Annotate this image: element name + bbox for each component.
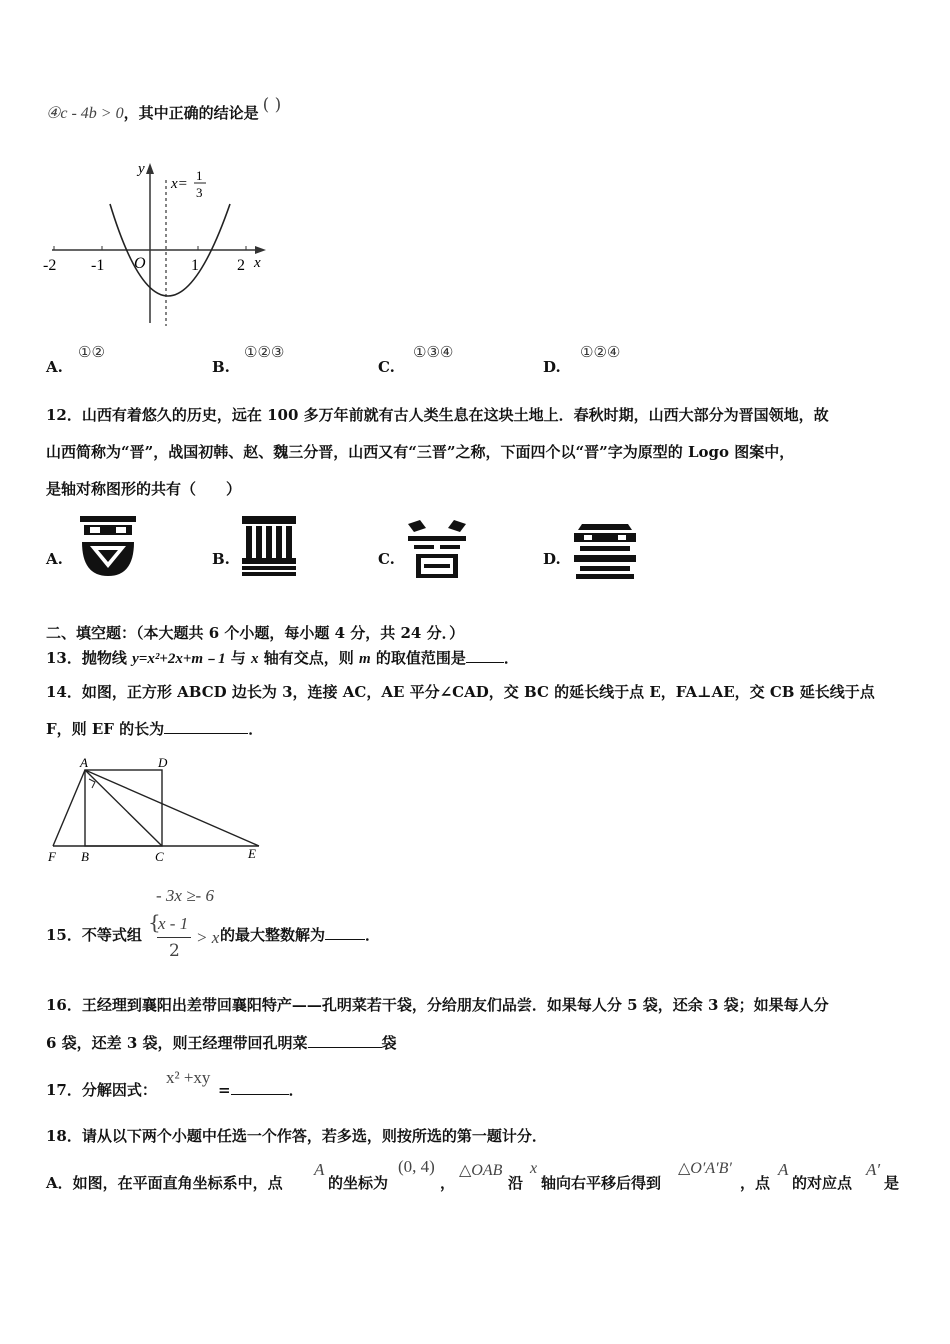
q18-a-triangle-prime: △O′A′B′ <box>678 1160 732 1177</box>
q15-rhs: > x <box>196 928 220 947</box>
q16-answer-blank[interactable] <box>308 1033 382 1048</box>
q16-line-2-prefix: 6 袋，还差 3 袋，则王经理带回孔明菜 <box>46 1034 308 1052</box>
q11-item4-suffix: ，其中正确的结论是 <box>123 104 259 122</box>
q18-a-move: 轴向右平移后得到 <box>541 1174 662 1192</box>
q16-line-2-end: 袋 <box>381 1034 397 1052</box>
q15-brace: { <box>148 910 161 934</box>
q18-a-triangle: △OAB <box>459 1162 503 1179</box>
q18-a-along: 沿 <box>508 1174 524 1192</box>
q18-a-comma: ， <box>440 1174 456 1192</box>
q11-option-d-value: ①②④ <box>580 343 621 361</box>
q16-line-1: 16．王经理到襄阳出差带回襄阳特产——孔明菜若干袋，分给朋友们品尝．如果每人分 5 袋，还余 3 袋；如果每人分 <box>46 996 829 1014</box>
q11-parabola-graph <box>40 158 275 328</box>
q11-option-b-value: ①②③ <box>244 343 285 361</box>
point-b-label: B <box>81 849 89 864</box>
q18-a-coord: (0, 4) <box>398 1157 435 1176</box>
q15-fraction-bar <box>157 937 191 938</box>
tick-label-neg2: -2 <box>43 257 57 274</box>
q14-line-2-end: ． <box>248 720 264 738</box>
q12-line-2: 山西简称为“晋”，战国初韩、赵、魏三分晋，山西又有“三晋”之称，下面四个以“晋”字为原型的 Logo 图案中， <box>46 443 795 461</box>
q12-option-b-letter: B. <box>212 550 230 568</box>
q14-square-figure <box>42 754 267 866</box>
q18-a-prefix: A．如图，在平面直角坐标系中，点 <box>46 1174 283 1192</box>
q11-option-d-letter: D. <box>543 358 561 376</box>
q13-answer-blank[interactable] <box>466 648 504 663</box>
q12-line-3: 是轴对称图形的共有（ ） <box>46 480 242 498</box>
point-f-label: F <box>48 849 56 864</box>
section2-header: 二、填空题：（本大题共 6 个小题，每小题 4 分，共 24 分．） <box>46 624 465 642</box>
q11-option-b-letter: B. <box>212 358 230 376</box>
segment-af <box>53 770 85 846</box>
q14-line-2-prefix: F，则 EF 的长为 <box>46 720 165 738</box>
point-d-label: D <box>158 755 168 770</box>
q18-a-point-a: A <box>314 1160 325 1179</box>
q15-answer-blank[interactable] <box>325 925 365 940</box>
q11-option-c-value: ①③④ <box>413 343 454 361</box>
q12-line-1: 12．山西有着悠久的历史，远在 100 多万年前就有古人类生息在这块土地上．春秋时期，山西大部分为晋国领地，故 <box>46 406 829 424</box>
segment-ae <box>85 770 259 846</box>
tick-label-1: 1 <box>191 257 199 274</box>
q15-fraction-numerator: x - 1 <box>158 914 189 933</box>
q17-end: ． <box>288 1081 304 1099</box>
q13-line <box>46 647 906 668</box>
q12-logo-a-icon <box>76 512 140 580</box>
q11-option-a-letter: A. <box>46 358 63 376</box>
tick-label-neg1: -1 <box>91 257 105 274</box>
q11-item4 <box>46 95 282 123</box>
point-c-label: C <box>155 849 164 864</box>
q15-top-inequality: - 3x ≥- 6 <box>156 886 214 905</box>
q15-end: ． <box>365 926 381 944</box>
q18-a-coord-text: 的坐标为 <box>328 1174 389 1192</box>
right-angle-mark <box>89 779 95 788</box>
q13-expression: y=x²+2x+m﹣1 <box>132 651 226 667</box>
q18-a-end: 是 <box>884 1174 900 1192</box>
q18-a-point-a3: A′ <box>866 1160 881 1179</box>
segment-ac <box>85 770 162 846</box>
vertex-fraction-num: 1 <box>196 168 203 183</box>
q15-suffix-line <box>220 924 380 945</box>
q15-prefix: 15．不等式组 <box>46 926 142 944</box>
q13-mid: 与 <box>225 649 252 667</box>
q14-line-2 <box>46 718 906 739</box>
q18-line-1: 18．请从以下两个小题中任选一个作答，若多选，则按所选的第一题计分． <box>46 1127 547 1145</box>
q12-option-d-letter: D. <box>543 550 561 568</box>
vertex-fraction-den: 3 <box>196 185 203 200</box>
q12-option-a-letter: A. <box>46 550 63 568</box>
point-a-label: A <box>80 755 88 770</box>
y-axis-label: y <box>138 161 145 177</box>
q18-a-corresponding: 的对应点 <box>792 1174 853 1192</box>
q13-var: m <box>358 651 371 667</box>
q15-suffix: 的最大整数解为 <box>220 926 326 944</box>
q13-prefix: 13．抛物线 <box>46 649 133 667</box>
q13-suffix: 的取值范围是 <box>370 649 466 667</box>
tick-label-2: 2 <box>237 257 245 274</box>
q17-expression: x² +xy <box>166 1068 211 1087</box>
y-axis-arrow <box>146 163 154 174</box>
q14-answer-blank[interactable] <box>164 719 248 734</box>
q18-a-point-text: ，点 <box>740 1174 771 1192</box>
q17-prefix: 17．分解因式： <box>46 1081 157 1099</box>
q15-fraction-denominator: 2 <box>169 941 180 961</box>
q17-answer-line <box>218 1079 304 1100</box>
q12-logo-c-icon <box>404 518 470 580</box>
point-e-label: E <box>248 846 256 861</box>
q11-answer-paren: ( ) <box>262 95 282 115</box>
q16-line-2 <box>46 1032 906 1053</box>
q11-option-a-value: ①② <box>78 343 105 361</box>
q13-axis: x <box>251 651 259 667</box>
q13-mid2: 轴有交点，则 <box>258 649 359 667</box>
x-axis-arrow <box>255 246 266 254</box>
origin-label: O <box>134 255 146 272</box>
q12-logo-d-icon <box>572 522 638 580</box>
q17-equals: = <box>218 1081 231 1099</box>
q12-option-c-letter: C. <box>378 550 395 568</box>
q12-logo-b-icon <box>240 514 298 580</box>
q18-a-point-a2: A <box>778 1160 789 1179</box>
q18-a-axis: x <box>530 1160 538 1177</box>
q13-end: ． <box>503 649 519 667</box>
q11-item4-math: ④c - 4b > 0 <box>46 105 124 122</box>
q17-answer-blank[interactable] <box>231 1080 289 1095</box>
q14-line-1: 14．如图，正方形 ABCD 边长为 3，连接 AC，AE 平分∠CAD，交 BC 的延长线于点 E，FA⊥AE，交 CB 延长线于点 <box>46 683 875 701</box>
q11-option-c-letter: C. <box>378 358 395 376</box>
vertex-label: x= <box>171 176 188 192</box>
x-axis-label: x <box>254 255 261 271</box>
